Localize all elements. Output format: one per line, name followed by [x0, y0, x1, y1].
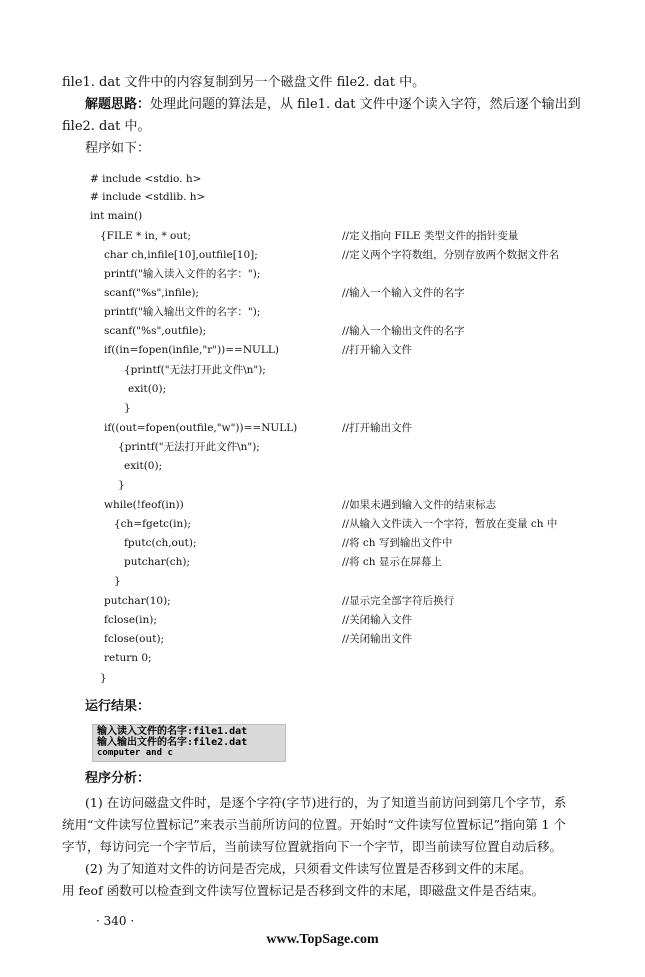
- code-comment: //打开输入文件: [342, 344, 413, 356]
- code-comment: //关闭输出文件: [342, 633, 413, 645]
- code-line: {FILE * in, * out;: [100, 230, 191, 242]
- code-comment: //将 ch 显示在屏幕上: [342, 556, 442, 568]
- console-line: 输入读入文件的名字:file1.dat: [97, 726, 248, 737]
- code-line: exit(0);: [124, 460, 163, 472]
- code-line: return 0;: [104, 652, 152, 664]
- code-line: printf("输入输出文件的名字：");: [104, 306, 261, 318]
- code-line: # include <stdio. h>: [90, 173, 202, 185]
- code-line: int main(): [90, 210, 143, 222]
- analysis-p2-line-2: 用 feof 函数可以检查到文件读写位置标记是否移到文件的末尾，即磁盘文件是否结束。: [62, 883, 545, 898]
- code-line: {printf("无法打开此文件\n");: [124, 364, 266, 376]
- approach-text: 处理此问题的算法是，从 file1. dat 文件中逐个读入字符，然后逐个输出到: [150, 97, 581, 112]
- code-comment: //输入一个输入文件的名字: [342, 287, 465, 299]
- code-line: putchar(ch);: [124, 556, 190, 568]
- code-line: fclose(in);: [104, 614, 157, 626]
- footer-website: www.TopSage.com: [266, 932, 379, 947]
- analysis-p1-line-1: (1) 在访问磁盘文件时，是逐个字符(字节)进行的，为了知道当前访问到第几个字节，系: [85, 795, 567, 810]
- analysis-p2-line-1: (2) 为了知道对文件的访问是否完成，只须看文件读写位置是否移到文件的末尾。: [85, 861, 532, 876]
- code-comment: //打开输出文件: [342, 422, 413, 434]
- code-line: }: [118, 479, 125, 491]
- approach-label: 解题思路：: [85, 97, 151, 112]
- code-line: exit(0);: [128, 383, 167, 395]
- page-number: · 340 ·: [96, 914, 135, 928]
- program-intro: 程序如下：: [85, 141, 151, 156]
- code-comment: //从输入文件读入一个字符，暂放在变量 ch 中: [342, 518, 558, 530]
- code-line: }: [114, 575, 121, 587]
- code-comment: //定义指向 FILE 类型文件的指针变量: [342, 230, 519, 242]
- code-comment: //定义两个字符数组，分别存放两个数据文件名: [342, 249, 560, 261]
- console-line: computer and c: [97, 748, 173, 758]
- code-line: }: [124, 402, 131, 414]
- code-line: scanf("%s",outfile);: [104, 325, 207, 337]
- code-comment: //将 ch 写到输出文件中: [342, 537, 453, 549]
- code-line: if((out=fopen(outfile,"w"))==NULL): [104, 422, 298, 434]
- code-line: {ch=fgetc(in);: [114, 518, 191, 530]
- console-output-screenshot: [92, 724, 286, 762]
- code-line: putchar(10);: [104, 595, 171, 607]
- code-line: # include <stdlib. h>: [90, 191, 206, 203]
- approach-paragraph: [85, 94, 615, 116]
- analysis-p1-line-3: 字节，每访问完一个字节后，当前读写位置就指向下一个字节，即当前读写位置自动后移。: [62, 839, 563, 854]
- code-comment: //关闭输入文件: [342, 614, 413, 626]
- code-line: scanf("%s",infile);: [104, 287, 199, 299]
- analysis-p1-line-2: 统用“文件读写位置标记”来表示当前所访问的位置。开始时“文件读写位置标记”指向第 1 个: [62, 817, 566, 832]
- code-comment: //显示完全部字符后换行: [342, 595, 455, 607]
- code-line: char ch,infile[10],outfile[10];: [104, 249, 258, 261]
- code-line: while(!feof(in)): [104, 499, 184, 511]
- code-line: fputc(ch,out);: [124, 537, 197, 549]
- intro-line-1: file1. dat 文件中的内容复制到另一个磁盘文件 file2. dat 中。: [62, 75, 426, 90]
- code-line: fclose(out);: [104, 633, 165, 645]
- code-line: {printf("无法打开此文件\n");: [118, 441, 260, 453]
- analysis-label: 程序分析：: [85, 771, 151, 786]
- code-line: printf("输入读入文件的名字：");: [104, 268, 261, 280]
- code-comment: //输入一个输出文件的名字: [342, 325, 465, 337]
- code-comment: //如果未遇到输入文件的结束标志: [342, 499, 497, 511]
- code-line: }: [100, 672, 107, 684]
- console-line: 输入输出文件的名字:file2.dat: [97, 737, 248, 748]
- code-line: if((in=fopen(infile,"r"))==NULL): [104, 344, 279, 356]
- approach-line-2: file2. dat 中。: [62, 119, 151, 134]
- result-label: 运行结果：: [85, 699, 151, 714]
